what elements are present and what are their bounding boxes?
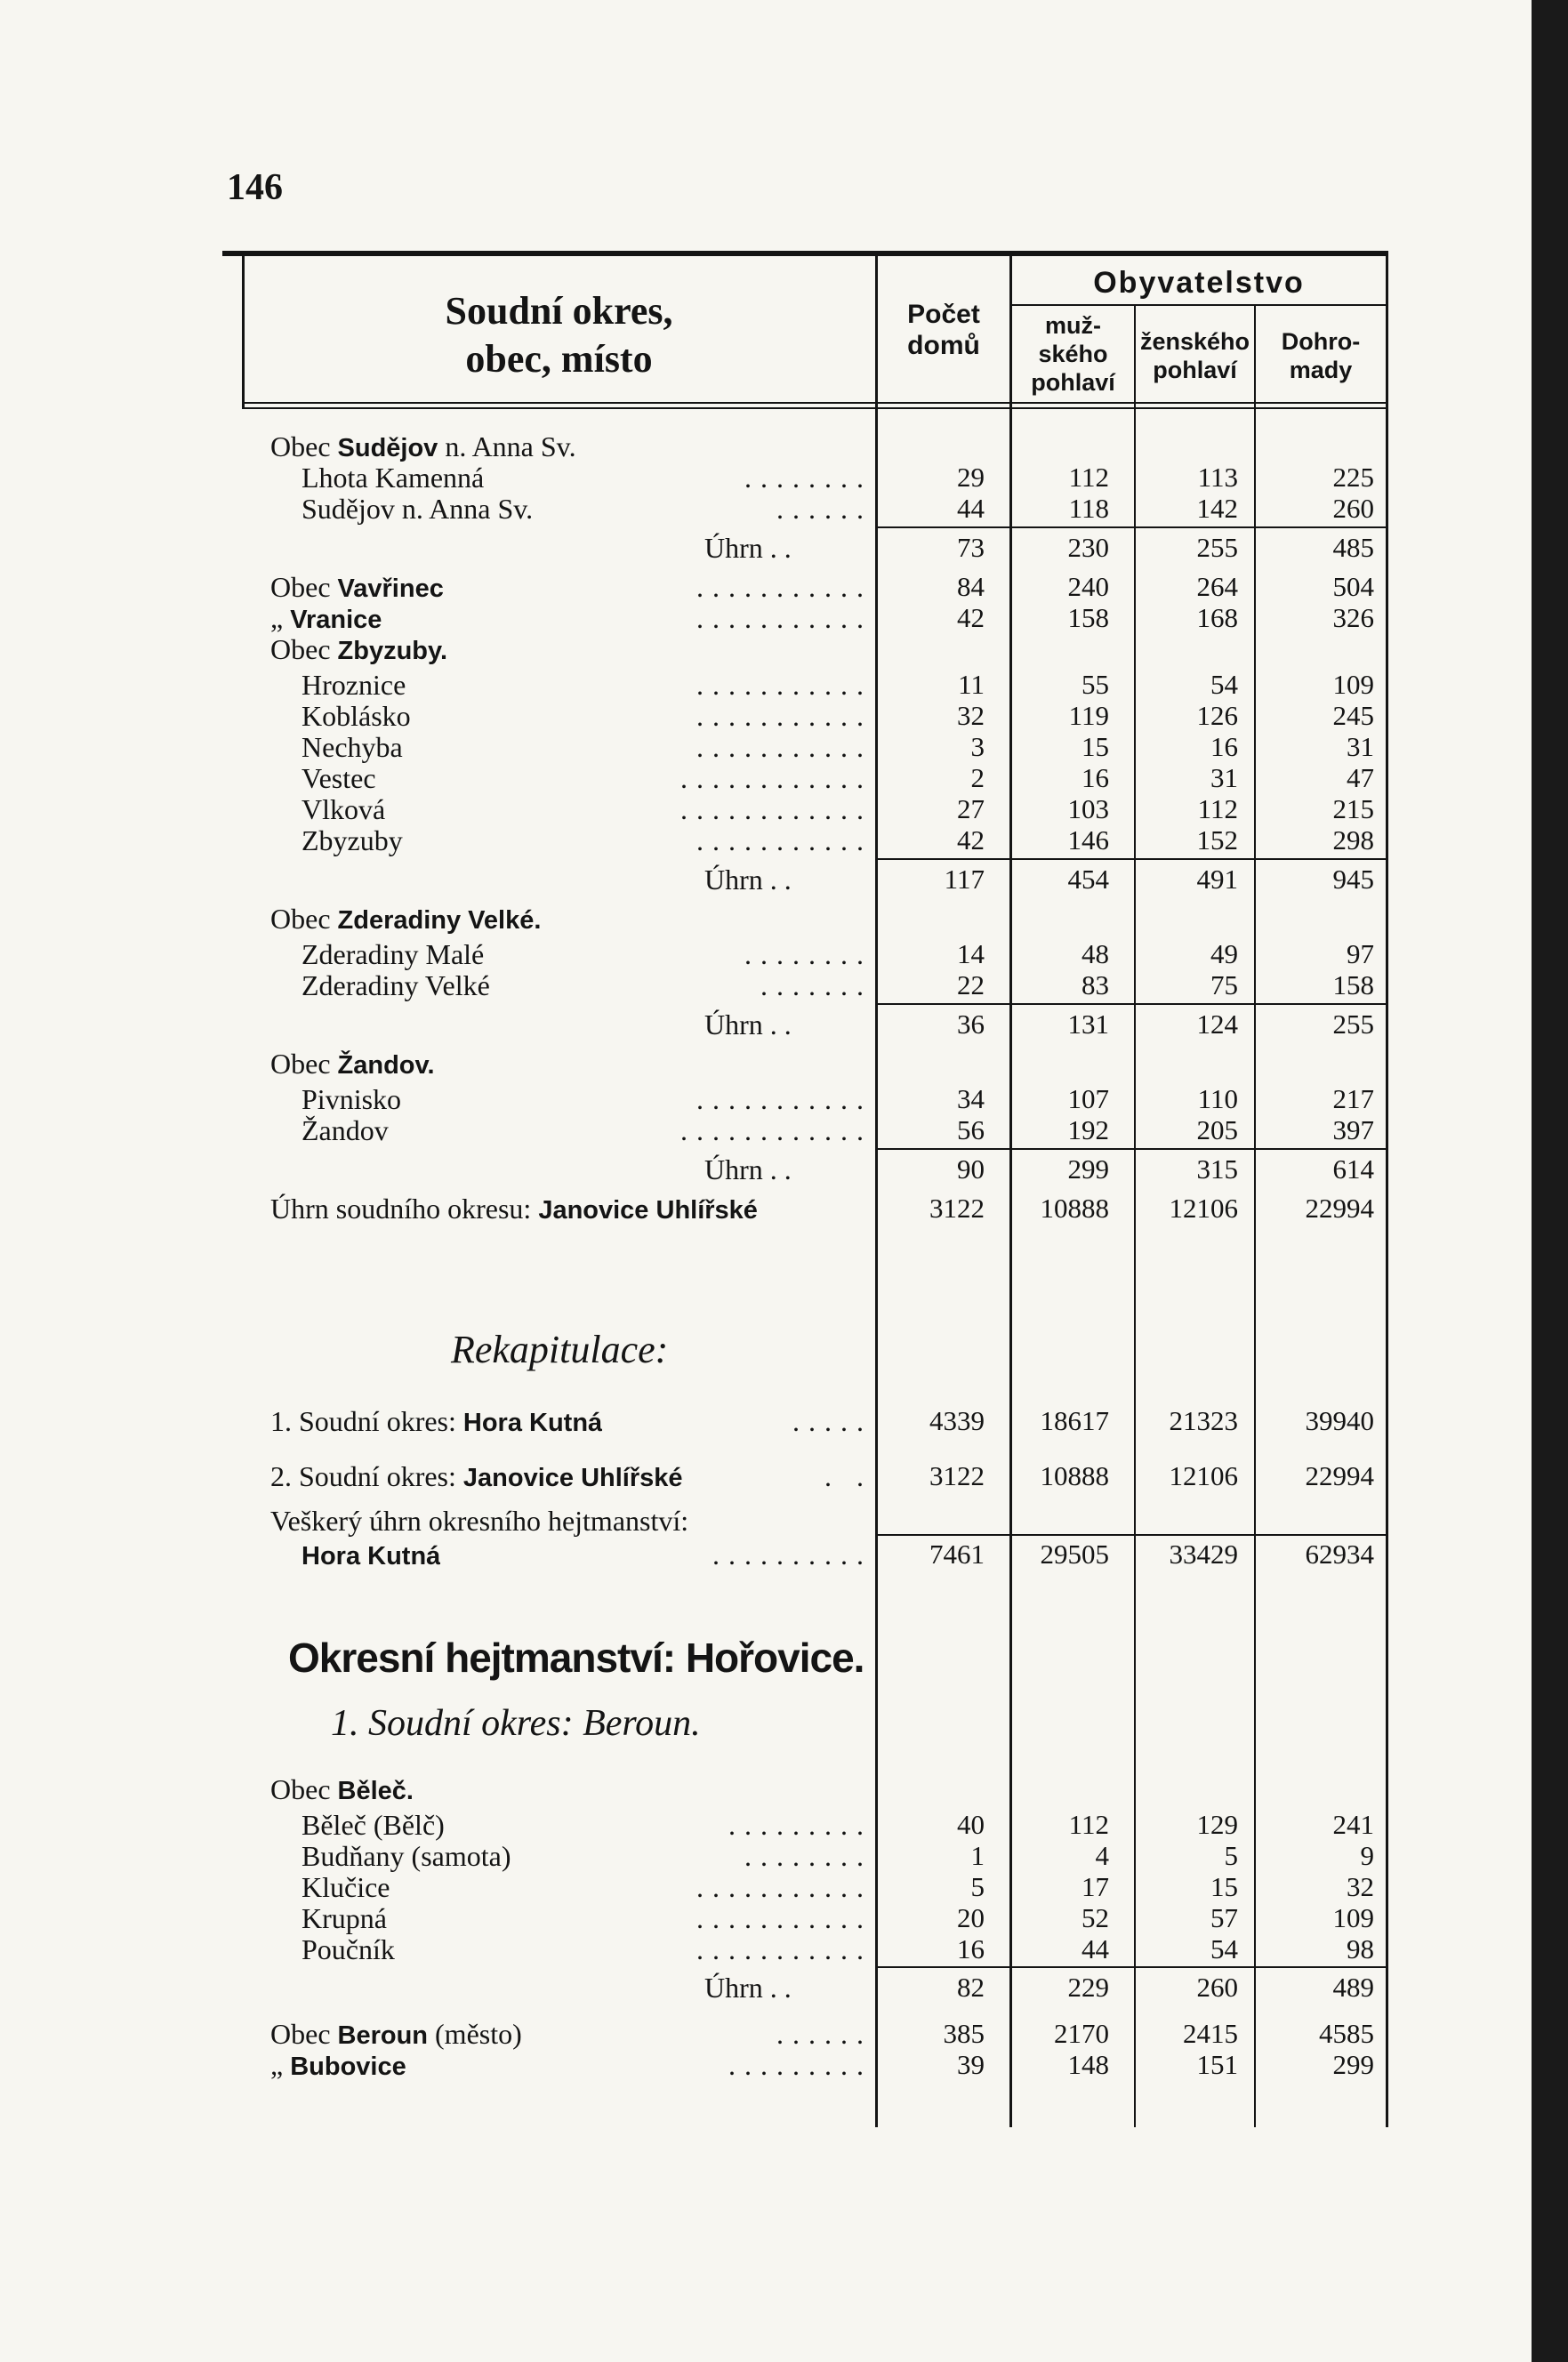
- grand-value-4: 62934: [1305, 1539, 1374, 1570]
- row-value-4: 97: [1347, 938, 1374, 969]
- row-value-4: 215: [1332, 793, 1374, 824]
- table-row: [242, 1083, 1388, 1115]
- row-value-1: 3: [970, 731, 985, 762]
- row-value-4: 158: [1332, 969, 1374, 1000]
- row-value-4: 397: [1332, 1114, 1374, 1145]
- row-value-1: 14: [957, 938, 985, 969]
- table-row: [242, 824, 1388, 856]
- page-number: 146: [227, 167, 283, 208]
- row-name-bold: Beroun: [337, 2021, 429, 2050]
- leader-dots: ...........: [696, 1083, 872, 1115]
- leader-dots: . .: [824, 1460, 872, 1492]
- table-row: [242, 793, 1388, 825]
- leader-dots: ...........: [696, 824, 872, 856]
- recap-title: Rekapitulace:: [451, 1328, 669, 1371]
- row-value-1: 27: [957, 793, 985, 824]
- leader-dots: .........: [728, 1809, 872, 1841]
- sum-label: Úhrn . .: [704, 1153, 792, 1185]
- table-row: [242, 1809, 1388, 1841]
- table-row: [242, 1048, 1388, 1080]
- sum-value-1: 117: [944, 864, 985, 895]
- sum-value-2: 230: [1067, 532, 1109, 563]
- row-value-4: 298: [1332, 824, 1374, 856]
- row-value-2: 240: [1067, 571, 1109, 602]
- row-value-2: 112: [1068, 1809, 1109, 1840]
- row-value-4: 504: [1332, 571, 1374, 602]
- table-row: [242, 462, 1388, 494]
- leader-dots: ........: [744, 938, 872, 970]
- row-value-3: 57: [1210, 1902, 1238, 1933]
- row-value-3: 75: [1210, 969, 1238, 1000]
- leader-dots: ......: [776, 493, 872, 525]
- row-value-2: 112: [1068, 462, 1109, 493]
- recap-value-1: 4339: [929, 1405, 985, 1436]
- row-name-bold: Vranice: [290, 606, 382, 634]
- leader-dots: .........: [728, 2049, 872, 2081]
- row-value-1: 1: [970, 1840, 985, 1871]
- row-value-3: 54: [1210, 1933, 1238, 1964]
- total-value-1: 3122: [929, 1193, 985, 1224]
- leader-dots: ...........: [696, 1902, 872, 1934]
- row-name-bold: Bubovice: [290, 2053, 406, 2081]
- sum-value-3: 124: [1196, 1008, 1238, 1040]
- sum-label: Úhrn . .: [704, 1972, 792, 2004]
- row-value-2: 118: [1068, 493, 1109, 524]
- recap-value-4: 39940: [1305, 1405, 1374, 1436]
- row-name-bold: Běleč.: [337, 1777, 414, 1805]
- header-male-line3: pohlaví: [1031, 369, 1115, 396]
- row-value-3: 5: [1224, 1840, 1238, 1871]
- sum-rule: [875, 1003, 1388, 1005]
- recap-value-4: 22994: [1305, 1460, 1374, 1491]
- row-name-bold: Zderadiny Velké.: [337, 906, 542, 935]
- row-name: „ Vranice: [270, 602, 382, 634]
- leader-dots: ...........: [696, 1933, 872, 1965]
- district-heading: Okresní hejtmanství: Hořovice.: [288, 1635, 864, 1681]
- row-value-1: 22: [957, 969, 985, 1000]
- table-row: [242, 669, 1388, 701]
- sum-label: Úhrn . .: [704, 532, 792, 564]
- row-value-1: 2: [970, 762, 985, 793]
- sum-value-4: 614: [1332, 1153, 1374, 1185]
- row-value-3: 49: [1210, 938, 1238, 969]
- leader-dots: ........: [744, 1840, 872, 1872]
- row-name: Obec Sudějov n. Anna Sv.: [270, 430, 576, 462]
- table-row: [242, 493, 1388, 525]
- grand-total-label: Veškerý úhrn okresního hejtmanství:: [270, 1505, 689, 1537]
- sum-rule: [875, 1966, 1388, 1968]
- row-value-4: 31: [1347, 731, 1374, 762]
- row-value-4: 326: [1332, 602, 1374, 633]
- table-row: [242, 1008, 1388, 1040]
- header-female-line2: pohlaví: [1153, 357, 1237, 383]
- row-value-2: 103: [1067, 793, 1109, 824]
- group-header-rule: [1011, 304, 1388, 306]
- row-name: Běleč (Bělč): [302, 1809, 445, 1841]
- sum-value-2: 131: [1067, 1008, 1109, 1040]
- sum-value-3: 491: [1196, 864, 1238, 895]
- sum-value-2: 454: [1067, 864, 1109, 895]
- leader-dots: ...........: [696, 669, 872, 701]
- row-name: „ Bubovice: [270, 2049, 406, 2081]
- row-value-1: 39: [957, 2049, 985, 2080]
- row-name: Zderadiny Malé: [302, 938, 485, 970]
- row-name-bold: Janovice Uhlířské: [462, 1464, 683, 1492]
- row-value-2: 52: [1082, 1902, 1109, 1933]
- table-row: [242, 633, 1388, 665]
- row-value-3: 31: [1210, 762, 1238, 793]
- recap-value-2: 18617: [1040, 1405, 1109, 1436]
- grand-value-3: 33429: [1169, 1539, 1238, 1570]
- table-row: [242, 731, 1388, 763]
- leader-dots: .....: [792, 1405, 872, 1437]
- table-row: [242, 2018, 1388, 2050]
- row-name: Klučice: [302, 1871, 390, 1903]
- row-value-3: 54: [1210, 669, 1238, 700]
- row-value-4: 241: [1332, 1809, 1374, 1840]
- header-total-line2: mady: [1289, 357, 1353, 383]
- recap-value-1: 3122: [929, 1460, 985, 1491]
- header-male-line2: ského: [1038, 341, 1108, 367]
- header-population-group: Obyvatelstvo: [1093, 266, 1305, 300]
- leader-dots: ...........: [696, 731, 872, 763]
- row-value-4: 9: [1360, 1840, 1374, 1871]
- table-row: [242, 2049, 1388, 2081]
- sum-value-1: 36: [957, 1008, 985, 1040]
- table-row: [242, 762, 1388, 794]
- row-value-3: 152: [1196, 824, 1238, 856]
- sum-value-3: 255: [1196, 532, 1238, 563]
- row-value-4: 260: [1332, 493, 1374, 524]
- row-value-1: 44: [957, 493, 985, 524]
- page-edge-shadow: [1532, 0, 1568, 2362]
- row-name: Sudějov n. Anna Sv.: [302, 493, 534, 525]
- recap-row: [242, 1405, 1388, 1437]
- grand-total-name: [302, 1539, 440, 1572]
- row-value-2: 2170: [1054, 2018, 1109, 2049]
- top-rule: [222, 251, 1388, 256]
- row-name: 2. Soudní okres: Janovice Uhlířské: [270, 1460, 683, 1492]
- row-value-2: 119: [1068, 700, 1109, 731]
- row-value-3: 16: [1210, 731, 1238, 762]
- row-name: Obec Vavřinec: [270, 571, 444, 603]
- row-name: Nechyba: [302, 731, 403, 763]
- leader-dots: ...........: [696, 1871, 872, 1903]
- row-value-2: 16: [1082, 762, 1109, 793]
- row-value-1: 29: [957, 462, 985, 493]
- table-row: [242, 1972, 1388, 2004]
- row-value-3: 205: [1196, 1114, 1238, 1145]
- row-name: Poučník: [302, 1933, 395, 1965]
- recap-row: [242, 1460, 1388, 1492]
- sum-value-1: 73: [957, 532, 985, 563]
- sum-value-1: 82: [957, 1972, 985, 2003]
- sum-value-4: 255: [1332, 1008, 1374, 1040]
- table-row: [242, 1840, 1388, 1872]
- table-row: [242, 532, 1388, 564]
- grand-total-rule: [875, 1534, 1388, 1536]
- row-name-bold: Zbyzuby.: [337, 637, 448, 665]
- row-name: Budňany (samota): [302, 1840, 511, 1872]
- row-name: Obec Beroun (město): [270, 2018, 522, 2050]
- row-value-4: 225: [1332, 462, 1374, 493]
- row-value-4: 32: [1347, 1871, 1374, 1902]
- row-value-2: 192: [1067, 1114, 1109, 1145]
- sum-value-2: 229: [1067, 1972, 1109, 2003]
- row-name: Vestec: [302, 762, 376, 794]
- row-value-3: 110: [1197, 1083, 1238, 1114]
- header-houses-line1: Počet: [907, 300, 980, 329]
- table-row: [242, 903, 1388, 935]
- sum-rule: [875, 526, 1388, 528]
- table-row: [242, 430, 1388, 462]
- table-row: [242, 571, 1388, 603]
- row-value-2: 44: [1082, 1933, 1109, 1964]
- sum-value-4: 945: [1332, 864, 1374, 895]
- total-value-4: 22994: [1305, 1193, 1374, 1224]
- row-value-1: 16: [957, 1933, 985, 1964]
- table-row: [242, 864, 1388, 896]
- sum-rule: [875, 1148, 1388, 1150]
- row-value-1: 34: [957, 1083, 985, 1114]
- row-name: Žandov: [302, 1114, 389, 1146]
- row-name: Pivnisko: [302, 1083, 402, 1115]
- sum-value-4: 485: [1332, 532, 1374, 563]
- grand-total-row: [242, 1539, 1388, 1571]
- row-name-bold: Vavřinec: [337, 574, 444, 603]
- row-value-1: 40: [957, 1809, 985, 1840]
- subdistrict-heading: 1. Soudní okres: Beroun.: [331, 1703, 701, 1744]
- table-row: [242, 700, 1388, 732]
- header-bottom-rule-2: [242, 407, 1388, 409]
- row-value-1: 385: [943, 2018, 985, 2049]
- row-value-4: 109: [1332, 1902, 1374, 1933]
- row-value-2: 17: [1082, 1871, 1109, 1902]
- sum-label: Úhrn . .: [704, 1008, 792, 1040]
- table-row: [242, 1114, 1388, 1146]
- sum-value-1: 90: [957, 1153, 985, 1185]
- row-value-3: 15: [1210, 1871, 1238, 1902]
- grand-total-name-bold: Hora Kutná: [302, 1542, 441, 1571]
- row-value-2: 4: [1095, 1840, 1109, 1871]
- leader-dots: ............: [680, 793, 872, 825]
- table-row: [242, 1933, 1388, 1965]
- sum-value-3: 315: [1196, 1153, 1238, 1185]
- row-name-bold: Žandov.: [337, 1051, 435, 1080]
- row-value-1: 42: [957, 824, 985, 856]
- row-name-bold: Sudějov: [337, 434, 438, 462]
- table-row: [242, 969, 1388, 1001]
- sum-value-3: 260: [1196, 1972, 1238, 2003]
- row-value-3: 112: [1197, 793, 1238, 824]
- sum-rule: [875, 858, 1388, 860]
- row-name-bold: Hora Kutná: [462, 1409, 603, 1437]
- row-value-3: 151: [1196, 2049, 1238, 2080]
- row-value-1: 5: [970, 1871, 985, 1902]
- row-value-4: 245: [1332, 700, 1374, 731]
- leader-dots: ........: [744, 462, 872, 494]
- row-value-2: 158: [1067, 602, 1109, 633]
- row-value-1: 11: [958, 669, 985, 700]
- header-male-line1: muž-: [1045, 312, 1101, 339]
- recap-value-3: 21323: [1169, 1405, 1238, 1436]
- row-value-2: 48: [1082, 938, 1109, 969]
- row-value-2: 55: [1082, 669, 1109, 700]
- row-name: 1. Soudní okres: Hora Kutná: [270, 1405, 603, 1437]
- row-name: Úhrn soudního okresu: Janovice Uhlířské: [270, 1193, 758, 1225]
- row-value-1: 84: [957, 571, 985, 602]
- row-value-3: 264: [1196, 571, 1238, 602]
- sum-value-2: 299: [1067, 1153, 1109, 1185]
- leader-dots: ...........: [696, 571, 872, 603]
- row-name: Vlková: [302, 793, 386, 825]
- leader-dots: ......: [776, 2018, 872, 2050]
- row-name: Obec Běleč.: [270, 1773, 414, 1805]
- row-value-3: 168: [1196, 602, 1238, 633]
- leader-dots: .......: [760, 969, 872, 1001]
- recap-value-2: 10888: [1040, 1460, 1109, 1491]
- row-value-3: 113: [1197, 462, 1238, 493]
- row-value-4: 98: [1347, 1933, 1374, 1964]
- header-name-line2: obec, místo: [465, 337, 653, 381]
- header-houses-line2: domů: [907, 331, 980, 360]
- table-row: [242, 1902, 1388, 1934]
- row-value-2: 15: [1082, 731, 1109, 762]
- row-name: Zderadiny Velké: [302, 969, 490, 1001]
- total-value-3: 12106: [1169, 1193, 1238, 1224]
- header-name-line1: Soudní okres,: [445, 289, 673, 333]
- row-value-3: 126: [1196, 700, 1238, 731]
- sum-value-4: 489: [1332, 1972, 1374, 2003]
- row-name: Obec Zbyzuby.: [270, 633, 448, 665]
- row-value-4: 47: [1347, 762, 1374, 793]
- header-bottom-rule: [242, 402, 1388, 404]
- row-value-2: 148: [1067, 2049, 1109, 2080]
- grand-value-2: 29505: [1040, 1539, 1109, 1570]
- header-total-line1: Dohro-: [1281, 328, 1361, 355]
- population-table: [242, 251, 1388, 2127]
- row-value-4: 217: [1332, 1083, 1374, 1114]
- total-value-2: 10888: [1040, 1193, 1109, 1224]
- row-value-3: 142: [1196, 493, 1238, 524]
- grand-value-1: 7461: [929, 1539, 985, 1570]
- row-name: Obec Žandov.: [270, 1048, 435, 1080]
- row-name: Koblásko: [302, 700, 411, 732]
- row-value-1: 32: [957, 700, 985, 731]
- row-value-4: 4585: [1319, 2018, 1374, 2049]
- leader-dots: ............: [680, 1114, 872, 1146]
- header-female-line1: ženského: [1139, 328, 1250, 355]
- row-name: Krupná: [302, 1902, 387, 1934]
- table-row: [242, 1193, 1388, 1225]
- sum-label: Úhrn . .: [704, 864, 792, 896]
- table-row: [242, 1871, 1388, 1903]
- row-value-3: 129: [1196, 1809, 1238, 1840]
- row-value-2: 146: [1067, 824, 1109, 856]
- recap-value-3: 12106: [1169, 1460, 1238, 1491]
- leader-dots: ..........: [712, 1539, 872, 1571]
- row-value-1: 20: [957, 1902, 985, 1933]
- row-value-1: 42: [957, 602, 985, 633]
- table-row: [242, 938, 1388, 970]
- row-value-4: 109: [1332, 669, 1374, 700]
- row-value-2: 83: [1082, 969, 1109, 1000]
- leader-dots: ............: [680, 762, 872, 794]
- row-name: Zbyzuby: [302, 824, 403, 856]
- row-name: Obec Zderadiny Velké.: [270, 903, 542, 935]
- grand-total-label-row: [242, 1505, 1388, 1537]
- table-row: [242, 1773, 1388, 1805]
- row-value-4: 299: [1332, 2049, 1374, 2080]
- leader-dots: ...........: [696, 602, 872, 634]
- row-value-3: 2415: [1183, 2018, 1238, 2049]
- row-value-2: 107: [1067, 1083, 1109, 1114]
- row-name-bold: Janovice Uhlířské: [538, 1196, 758, 1225]
- row-name: Hroznice: [302, 669, 406, 701]
- row-value-1: 56: [957, 1114, 985, 1145]
- table-row: [242, 602, 1388, 634]
- leader-dots: ...........: [696, 700, 872, 732]
- row-name: Lhota Kamenná: [302, 462, 485, 494]
- table-row: [242, 1153, 1388, 1185]
